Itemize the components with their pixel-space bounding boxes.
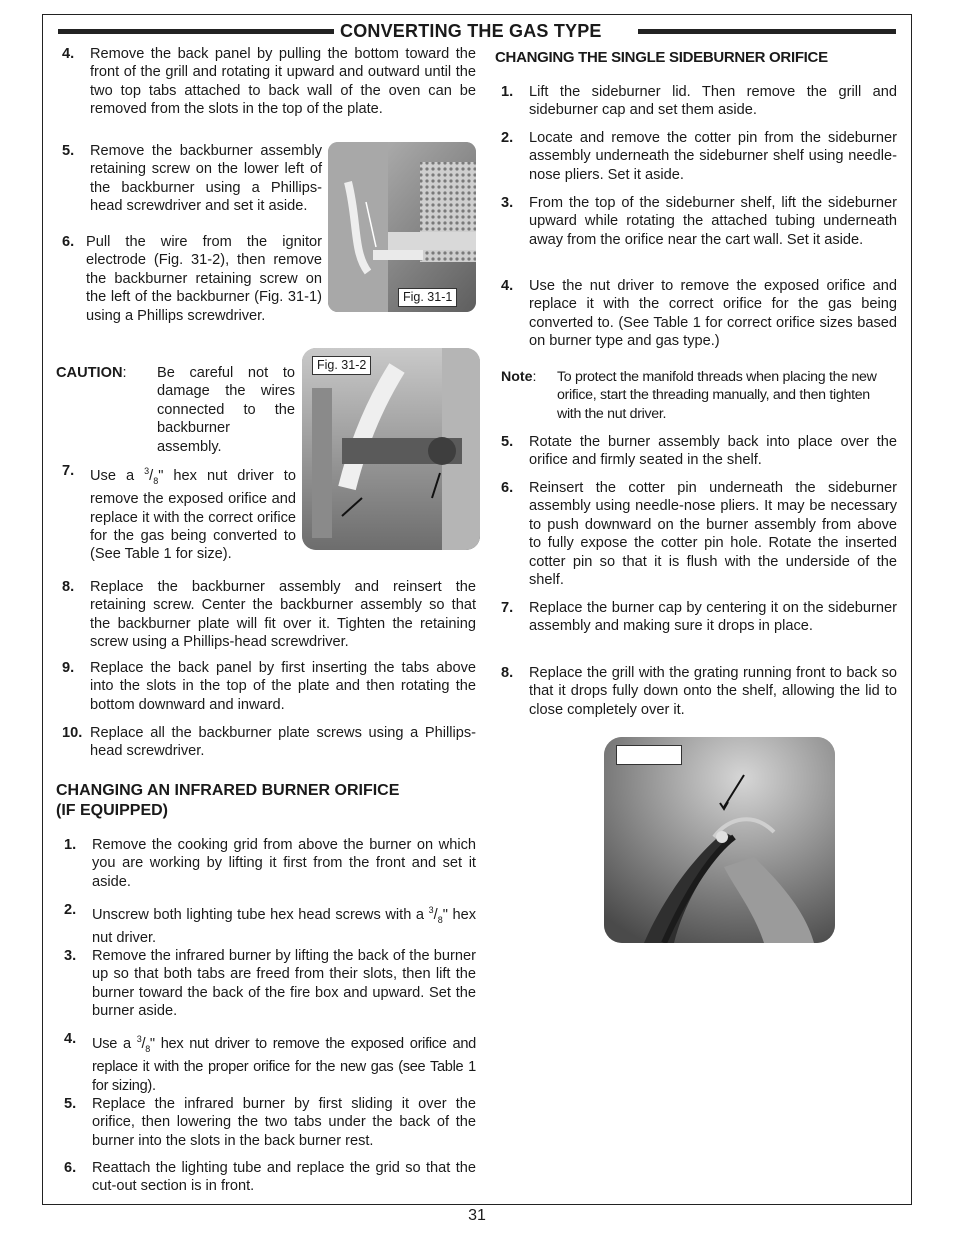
item-text: Use the nut driver to remove the exposed orifice and replace it with the correct orifice for the gas being converted to. (See Table 1 for correct orifice sizes based on burner type and gas type.) bbox=[529, 278, 897, 350]
sideburner-orifice-photo bbox=[604, 737, 835, 943]
page-title: CONVERTING THE GAS TYPE bbox=[334, 21, 608, 42]
caution-block: CAUTION: Be careful not to damage the wires connected to the backburner assembly. bbox=[56, 365, 295, 455]
item-text: Replace all the backburner plate screws using a Phillips-head screwdriver. bbox=[90, 725, 476, 760]
item-number: 6. bbox=[62, 234, 75, 250]
item-text: Replace the burner cap by centering it on the sideburner assembly and making sure it drops in place. bbox=[529, 600, 897, 635]
item-text: Replace the back panel by first inserting the tabs above into the slots in the top of the plate and then rotating the bottom downward and inward. bbox=[90, 660, 476, 713]
item-text: Replace the infrared burner by first sliding it over the orifice, then lowering the two tabs under the back of the burner into the slots in the back burner rest. bbox=[92, 1096, 476, 1149]
item-number: 7. bbox=[501, 600, 514, 616]
item-text: Locate and remove the cotter pin from the sideburner assembly underneath the sideburner shelf using needle-nose pliers. Set it aside. bbox=[529, 130, 897, 183]
item-number: 4. bbox=[501, 278, 514, 294]
item-number: 4. bbox=[62, 46, 75, 62]
figure-label: Fig. 31-1 bbox=[398, 288, 457, 307]
item-text: Use a $^3/_8$" hex nut driver to remove the exposed orifice and replace it with the correct orifice for the gas being converted to (See Table 1 for size). bbox=[90, 466, 296, 563]
item-number: 3. bbox=[64, 948, 77, 964]
item-text: Remove the infrared burner by lifting the back of the burner up so that both tabs are freed from their slots, then lift the burner toward the back of the fire box and upward. Set the burner aside. bbox=[92, 948, 476, 1020]
item-number: 1. bbox=[64, 837, 77, 853]
section-heading: CHANGING AN INFRARED BURNER ORIFICE (IF EQUIPPED) bbox=[56, 782, 400, 819]
item-text: Replace the grill with the grating running front to back so that it drops fully down onto the shelf, allowing the lid to close completely over it. bbox=[529, 665, 897, 718]
figure-sideburner bbox=[604, 737, 835, 943]
list-item bbox=[62, 45, 476, 137]
item-text: Replace the backburner assembly and reinsert the retaining screw. Center the backburner assembly so that the backburner plate will fit over it. Tighten the retaining screw using a Phillips-head screwdriver. bbox=[90, 579, 476, 651]
figure-31-2 bbox=[302, 348, 480, 550]
item-number: 10. bbox=[62, 725, 83, 741]
item-number: 5. bbox=[501, 434, 514, 450]
item-text: From the top of the sideburner shelf, lift the sideburner upward while rotating the attached tubing underneath away from the orifice near the cart wall. Set it aside. bbox=[529, 195, 897, 248]
item-number: 7. bbox=[62, 463, 75, 479]
figure-label: Fig. 31-2 bbox=[312, 356, 371, 375]
item-text: Unscrew both lighting tube hex head screws with a $^3/_8$" hex nut driver. bbox=[92, 905, 477, 947]
item-text: Remove the backburner assembly retaining screw on the lower left of the backburner using a Phillips-head screwdriver and set it aside. bbox=[90, 143, 322, 215]
ignitor-photo bbox=[302, 348, 480, 550]
caution-text: Be careful not to damage the wires connected to the backburner assembly. bbox=[157, 365, 295, 455]
item-text: Remove the back panel by pulling the bottom toward the front of the grill and rotating it upward and outward until the two top tabs attached to back wall of the oven can be removed from the slots in the top of the plate. bbox=[90, 46, 476, 118]
note-label: Note bbox=[501, 369, 533, 385]
item-number: 9. bbox=[62, 660, 75, 676]
item-text: Use a $^3/_8$" hex nut driver to remove the exposed orifice and replace it with the proper orifice for the new gas (see Table 1 for sizing). bbox=[92, 1034, 476, 1094]
note-text: To protect the manifold threads when placing the new orifice, start the threading manually, and then tighten with the nut driver. bbox=[557, 369, 877, 422]
figure-31-1 bbox=[328, 142, 476, 312]
page-number: 31 bbox=[468, 1207, 486, 1224]
item-text: Pull the wire from the ignitor electrode (Fig. 31-2), then remove the backburner retaining screw on the left of the backburner (Fig. 31-1) using a Phillips screwdriver. bbox=[86, 234, 322, 324]
item-number: 6. bbox=[64, 1160, 77, 1176]
caution-label: CAUTION bbox=[56, 365, 123, 381]
item-number: 5. bbox=[62, 143, 75, 159]
item-text: Remove the cooking grid from above the burner on which you are working by lifting it first from the front and set it aside. bbox=[92, 837, 476, 890]
note-block: Note: To protect the manifold threads when placing the new orifice, start the threading manually, and then tighten with the nut driver. bbox=[501, 368, 897, 386]
item-number: 6. bbox=[501, 480, 514, 496]
figure-label bbox=[616, 745, 682, 765]
item-number: 1. bbox=[501, 84, 514, 100]
item-number: 2. bbox=[64, 902, 77, 918]
item-number: 3. bbox=[501, 195, 514, 211]
item-text: Reattach the lighting tube and replace the grid so that the cut-out section is in front. bbox=[92, 1160, 476, 1195]
item-number: 5. bbox=[64, 1096, 77, 1112]
item-number: 8. bbox=[501, 665, 514, 681]
item-text: Reinsert the cotter pin underneath the sideburner assembly using needle-nose pliers. It may be necessary to push downward on the burner assembly from above to fully expose the cotter pin hole. Rotate the inserted cotter pin so that it is flush with the underside of the shelf. bbox=[529, 480, 897, 589]
section-heading: CHANGING THE SINGLE SIDEBURNER ORIFICE bbox=[495, 49, 828, 66]
backburner-photo bbox=[328, 142, 476, 312]
item-text: Lift the sideburner lid. Then remove the grill and sideburner cap and set them aside. bbox=[529, 84, 897, 119]
item-number: 2. bbox=[501, 130, 514, 146]
item-number: 8. bbox=[62, 579, 75, 595]
item-number: 4. bbox=[64, 1031, 77, 1047]
item-text: Rotate the burner assembly back into place over the orifice and firmly seated in the shelf. bbox=[529, 434, 897, 469]
